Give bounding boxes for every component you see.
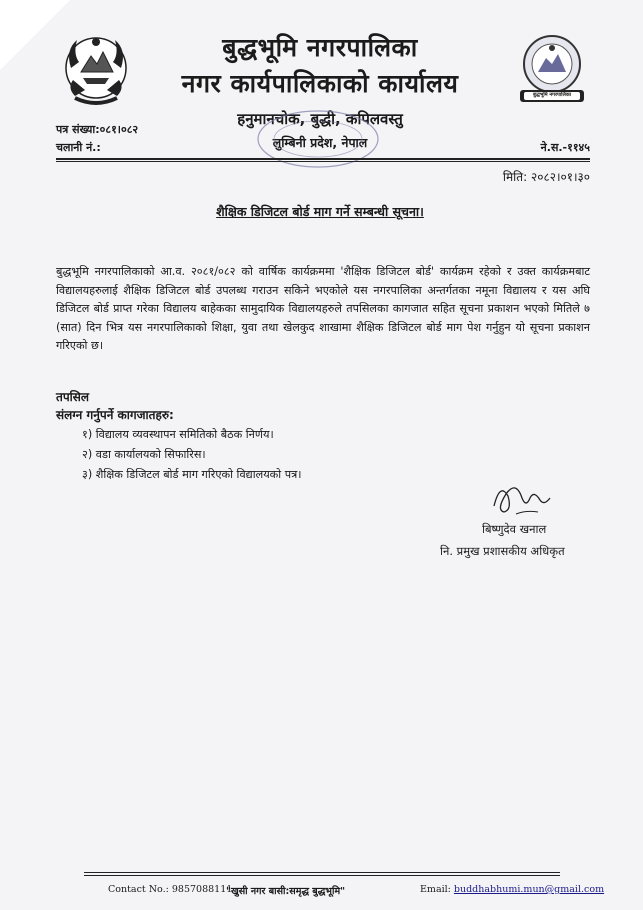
office-stamp-icon [248,104,388,174]
letter-reference-number: पत्र संख्या:०८१।०८२ [56,123,139,136]
annex-item: २) वडा कार्यालयको सिफारिस। [82,448,206,461]
seal-text: बुद्धभूमि नगरपालिका [533,92,571,98]
signatory-name: बिष्णुदेव खनाल [482,522,547,536]
header-divider-thin [56,161,590,162]
letter-date: मिति: २०८२।०१।३० [502,170,590,184]
footer-slogan: "खुसी नगर बासी:समृद्ध बुद्धभूमि" [226,886,346,897]
footer-divider [84,872,560,873]
nepal-sambat-number: ने.स.-११४५ [540,141,590,154]
footer-email-link[interactable]: buddhabhumi.mun@gmail.com [453,884,605,895]
footer-contact: Contact No.: 9857088111 [108,884,233,895]
footer-email-label: Email: [420,884,454,895]
annex-subheading: संलग्न गर्नुपर्ने कागजातहरु: [56,408,174,422]
address-line1: हनुमानचोक, बुद्धी, कपिलवस्तु [237,110,403,128]
footer-email [420,884,604,895]
notice-body: बुद्धभूमि नगरपालिकाको आ.व. २०८१/०८२ को वार्षिक कार्यक्रममा 'शैक्षिक डिजिटल बोर्ड' कार्यक्रम रहेको र उक्त कार्यक्रमबाट विद्यालयहरुलाई शैक्षिक डिजिटल बोर्ड उपलब्ध गराउन सकिने भएकोले यस नगरपालिका अन्तर्गतका नमूना विद्यालय र यस अघि डिजिटल बोर्ड प्राप्त गरेका विद्यालय बाहेकका सामुदायिक विद्यालयहरुले तपसिलका कागजात सहित सूचना प्रकाशन भएको मितिले ७ (सात) दिन भित्र यस नगरपालिकाको शिक्षा, युवा तथा खेलकुद शाखामा शैक्षिक डिजिटल बोर्ड माग पेश गर्नुहुन यो सूचना प्रकाशन गरिएको छ। [56,265,590,352]
dispatch-number: चलानी नं.: [56,141,101,154]
annex-heading: तपसिल [56,390,90,404]
annex-item: १) विद्यालय व्यवस्थापन समितिको बैठक निर्णय। [82,428,274,441]
office-title-line2: नगर कार्यपालिकाको कार्यालय [181,69,459,98]
office-title-line1: बुद्धभूमि नगरपालिका [222,33,418,62]
nepal-emblem-icon [55,28,137,110]
address-line2: लुम्बिनी प्रदेश, नेपाल [272,135,368,150]
footer-divider-thin [84,875,560,876]
signature-icon [486,476,556,520]
notice-subject: शैक्षिक डिजिटल बोर्ड माग गर्ने सम्बन्धी सूचना। [216,204,424,219]
header-divider [56,158,590,160]
signatory-designation: नि. प्रमुख प्रशासकीय अधिकृत [440,544,565,558]
annex-item: ३) शैक्षिक डिजिटल बोर्ड माग गरिएको विद्यालयको पत्र। [82,468,302,481]
